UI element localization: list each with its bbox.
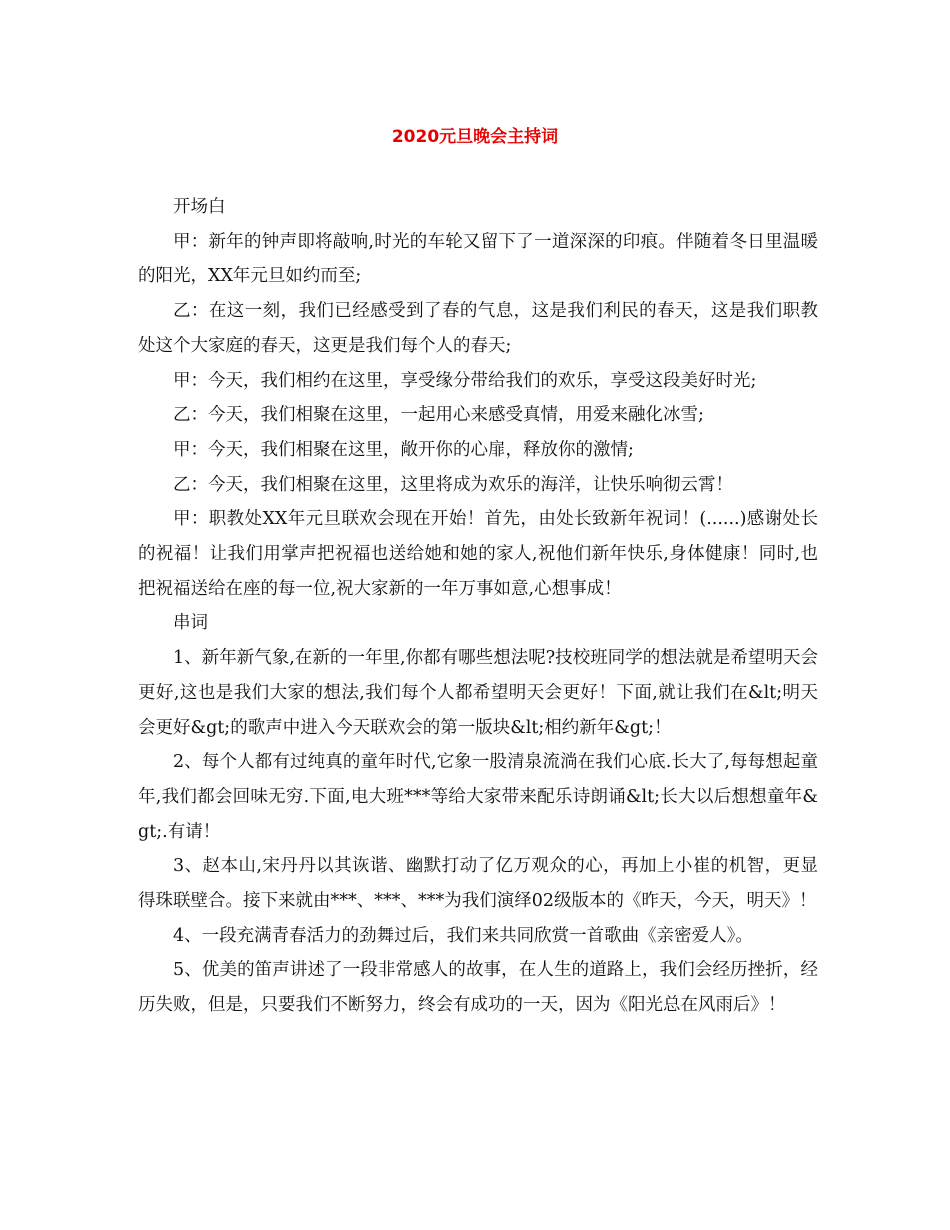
paragraph-item-1: 1、新年新气象,在新的一年里,你都有哪些想法呢?技校班同学的想法就是希望明天会更好,这也是我们大家的想法,我们每个人都希望明天会更好！下面,就让我们在&lt;明天会更好&gt;的歌声中进入今天联欢会的第一版块&lt;相约新年&gt;！ xyxy=(138,648,818,738)
paragraph-item-5: 5、优美的笛声讲述了一段非常感人的故事，在人生的道路上，我们会经历挫折，经历失败，但是，只要我们不断努力，终会有成功的一天，因为《阳光总在风雨后》！ xyxy=(138,960,818,1016)
paragraph-yi-1: 乙：在这一刻，我们已经感受到了春的气息，这是我们利民的春天，这是我们职教处这个大家庭的春天，这更是我们每个人的春天; xyxy=(138,301,818,356)
paragraph-jia-1: 甲：新年的钟声即将敲响,时光的车轮又留下了一道深深的印痕。伴随着冬日里温暖的阳光，XX年元旦如约而至; xyxy=(138,231,818,287)
paragraph-opening-header: 开场白 xyxy=(173,197,226,217)
paragraph-item-4: 4、一段充满青春活力的劲舞过后，我们来共同欣赏一首歌曲《亲密爱人》。 xyxy=(173,925,753,946)
paragraph-item-2: 2、每个人都有过纯真的童年时代,它象一股清泉流淌在我们心底.长大了,每每想起童年,我们都会回味无穷.下面,电大班***等给大家带来配乐诗朗诵&lt;长大以后想想童年&gt;.有请！ xyxy=(138,752,818,842)
paragraph-transitions-header: 串词 xyxy=(173,613,208,634)
paragraph-item-3: 3、赵本山,宋丹丹以其诙谐、幽默打动了亿万观众的心，再加上小崔的机智，更显得珠联壁合。接下来就由***、***、***为我们演绎02级版本的《昨天，今天，明天》！ xyxy=(138,856,818,912)
paragraph-jia-4: 甲：职教处XX年元旦联欢会现在开始！首先，由处长致新年祝词！(......)感谢处长的祝福！让我们用掌声把祝福也送给她和她的家人,祝他们新年快乐,身体健康！同时,也把祝福送给在座的每一位,祝大家新的一年万事如意,心想事成！ xyxy=(138,509,818,599)
document-body xyxy=(138,190,818,1023)
paragraph-jia-2: 甲：今天，我们相约在这里，享受缘分带给我们的欢乐，享受这段美好时光; xyxy=(173,370,757,391)
paragraph-yi-3: 乙：今天，我们相聚在这里，这里将成为欢乐的海洋，让快乐响彻云霄！ xyxy=(173,474,733,495)
paragraph-jia-3: 甲：今天，我们相聚在这里，敞开你的心扉，释放你的激情; xyxy=(173,439,634,460)
document-title: 2020元旦晚会主持词 xyxy=(391,127,559,147)
paragraph-yi-2: 乙：今天，我们相聚在这里，一起用心来感受真情，用爱来融化冰雪; xyxy=(173,405,704,426)
